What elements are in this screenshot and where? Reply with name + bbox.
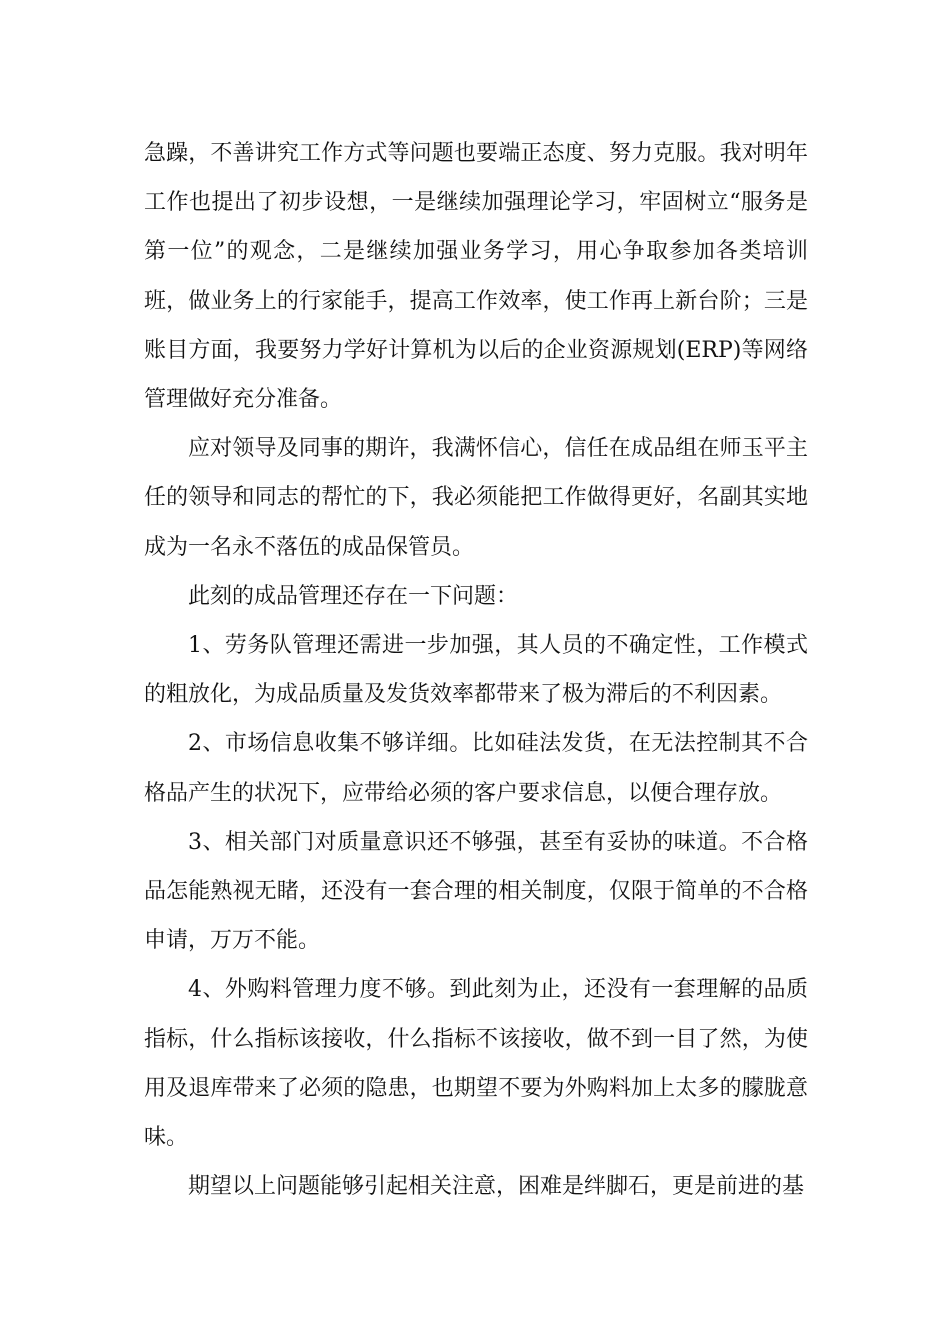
paragraph-continuation: 急躁，不善讲究工作方式等问题也要端正态度、努力克服。我对明年工作也提出了初步设想，一是继续加强理论学习，牢固树立“服务是第一位”的观念，二是继续加强业务学习，用心争取参加各类培训班，做业务上的行家能手，提高工作效率，使工作再上新台阶；三是账目方面，我要努力学好计算机为以后的企业资源规划(ERP)等网络管理做好充分准备。 [144, 141, 808, 413]
paragraph-closing: 期望以上问题能够引起相关注意，困难是绊脚石，更是前进的基 [188, 1174, 805, 1200]
document-body [144, 129, 808, 1211]
paragraph-issue-3: 3、相关部门对质量意识还不够强，甚至有妥协的味道。不合格品怎能熟视无睹，还没有一套合理的相关制度，仅限于简单的不合格申请，万万不能。 [144, 829, 808, 954]
paragraph-issue-2: 2、市场信息收集不够详细。比如硅法发货，在无法控制其不合格品产生的状况下，应带给必须的客户要求信息，以便合理存放。 [144, 731, 808, 806]
paragraph-issues-intro: 此刻的成品管理还存在一下问题： [188, 583, 519, 609]
paragraph-issue-1: 1、劳务队管理还需进一步加强，其人员的不确定性，工作模式的粗放化，为成品质量及发货效率都带来了极为滞后的不利因素。 [144, 633, 808, 708]
paragraph-confidence: 应对领导及同事的期许，我满怀信心，信任在成品组在师玉平主任的领导和同志的帮忙的下，我必须能把工作做得更好，名副其实地成为一名永不落伍的成品保管员。 [144, 436, 808, 560]
paragraph-issue-4: 4、外购料管理力度不够。到此刻为止，还没有一套理解的品质指标，什么指标该接收，什么指标不该接收，做不到一目了然，为使用及退库带来了必须的隐患，也期望不要为外购料加上太多的朦胧意味。 [144, 977, 808, 1151]
